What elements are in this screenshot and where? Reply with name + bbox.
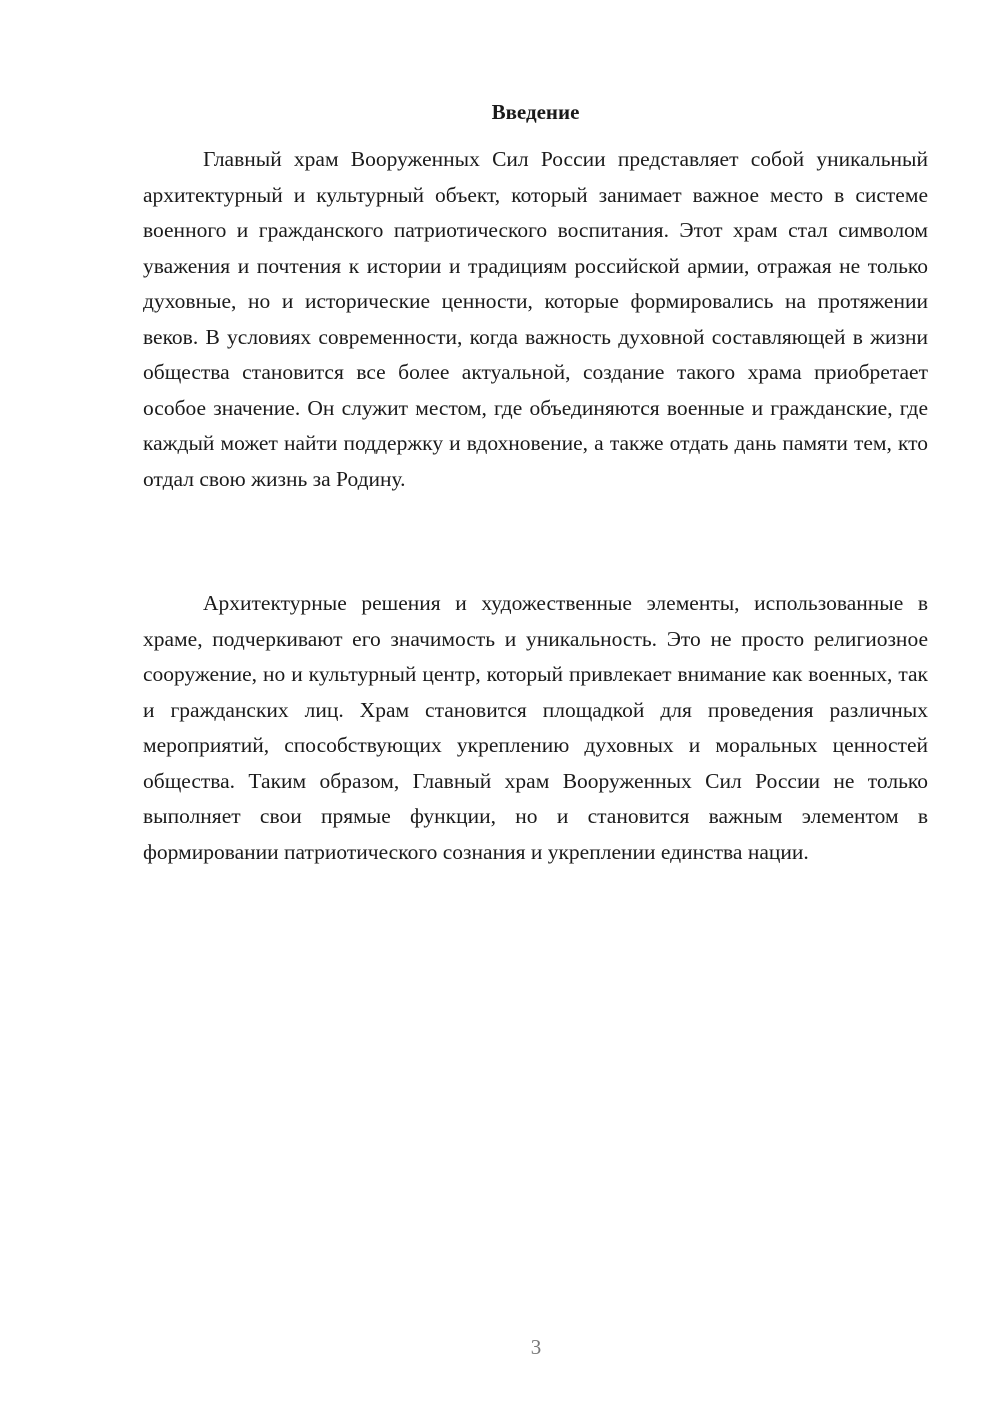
paragraph-1: Главный храм Вооруженных Сил России представляет собой уникальный архитектурный и культурный объект, который занимает важное место в системе военного и гражданского патриотического воспитания. Этот храм стал символом уважения и почтения к истории и традициям российской армии, отражая не только духовные, но и исторические ценности, которые формировались на протяжении веков. В условиях современности, когда важность духовной составляющей в жизни общества становится все более актуальной, создание такого храма приобретает особое значение. Он служит местом, где объединяются военные и гражданские, где каждый может найти поддержку и вдохновение, а также отдать дань памяти тем, кто отдал свою жизнь за Родину.	[143, 147, 928, 491]
paragraph-2: Архитектурные решения и художественные элементы, использованные в храме, подчеркивают его значимость и уникальность. Это не просто религиозное сооружение, но и культурный центр, который привлекает внимание как военных, так и гражданских лиц. Храм становится площадкой для проведения различных мероприятий, способствующих укреплению духовных и моральных ценностей общества. Таким образом, Главный храм Вооруженных Сил России не только выполняет свои прямые функции, но и становится важным элементом в формировании патриотического сознания и укреплении единства нации.	[143, 591, 928, 864]
section-heading: Введение	[491, 100, 580, 124]
paragraph-block-1	[143, 142, 928, 497]
paragraph-block-2	[143, 586, 928, 870]
page-number: 3	[530, 1335, 542, 1359]
